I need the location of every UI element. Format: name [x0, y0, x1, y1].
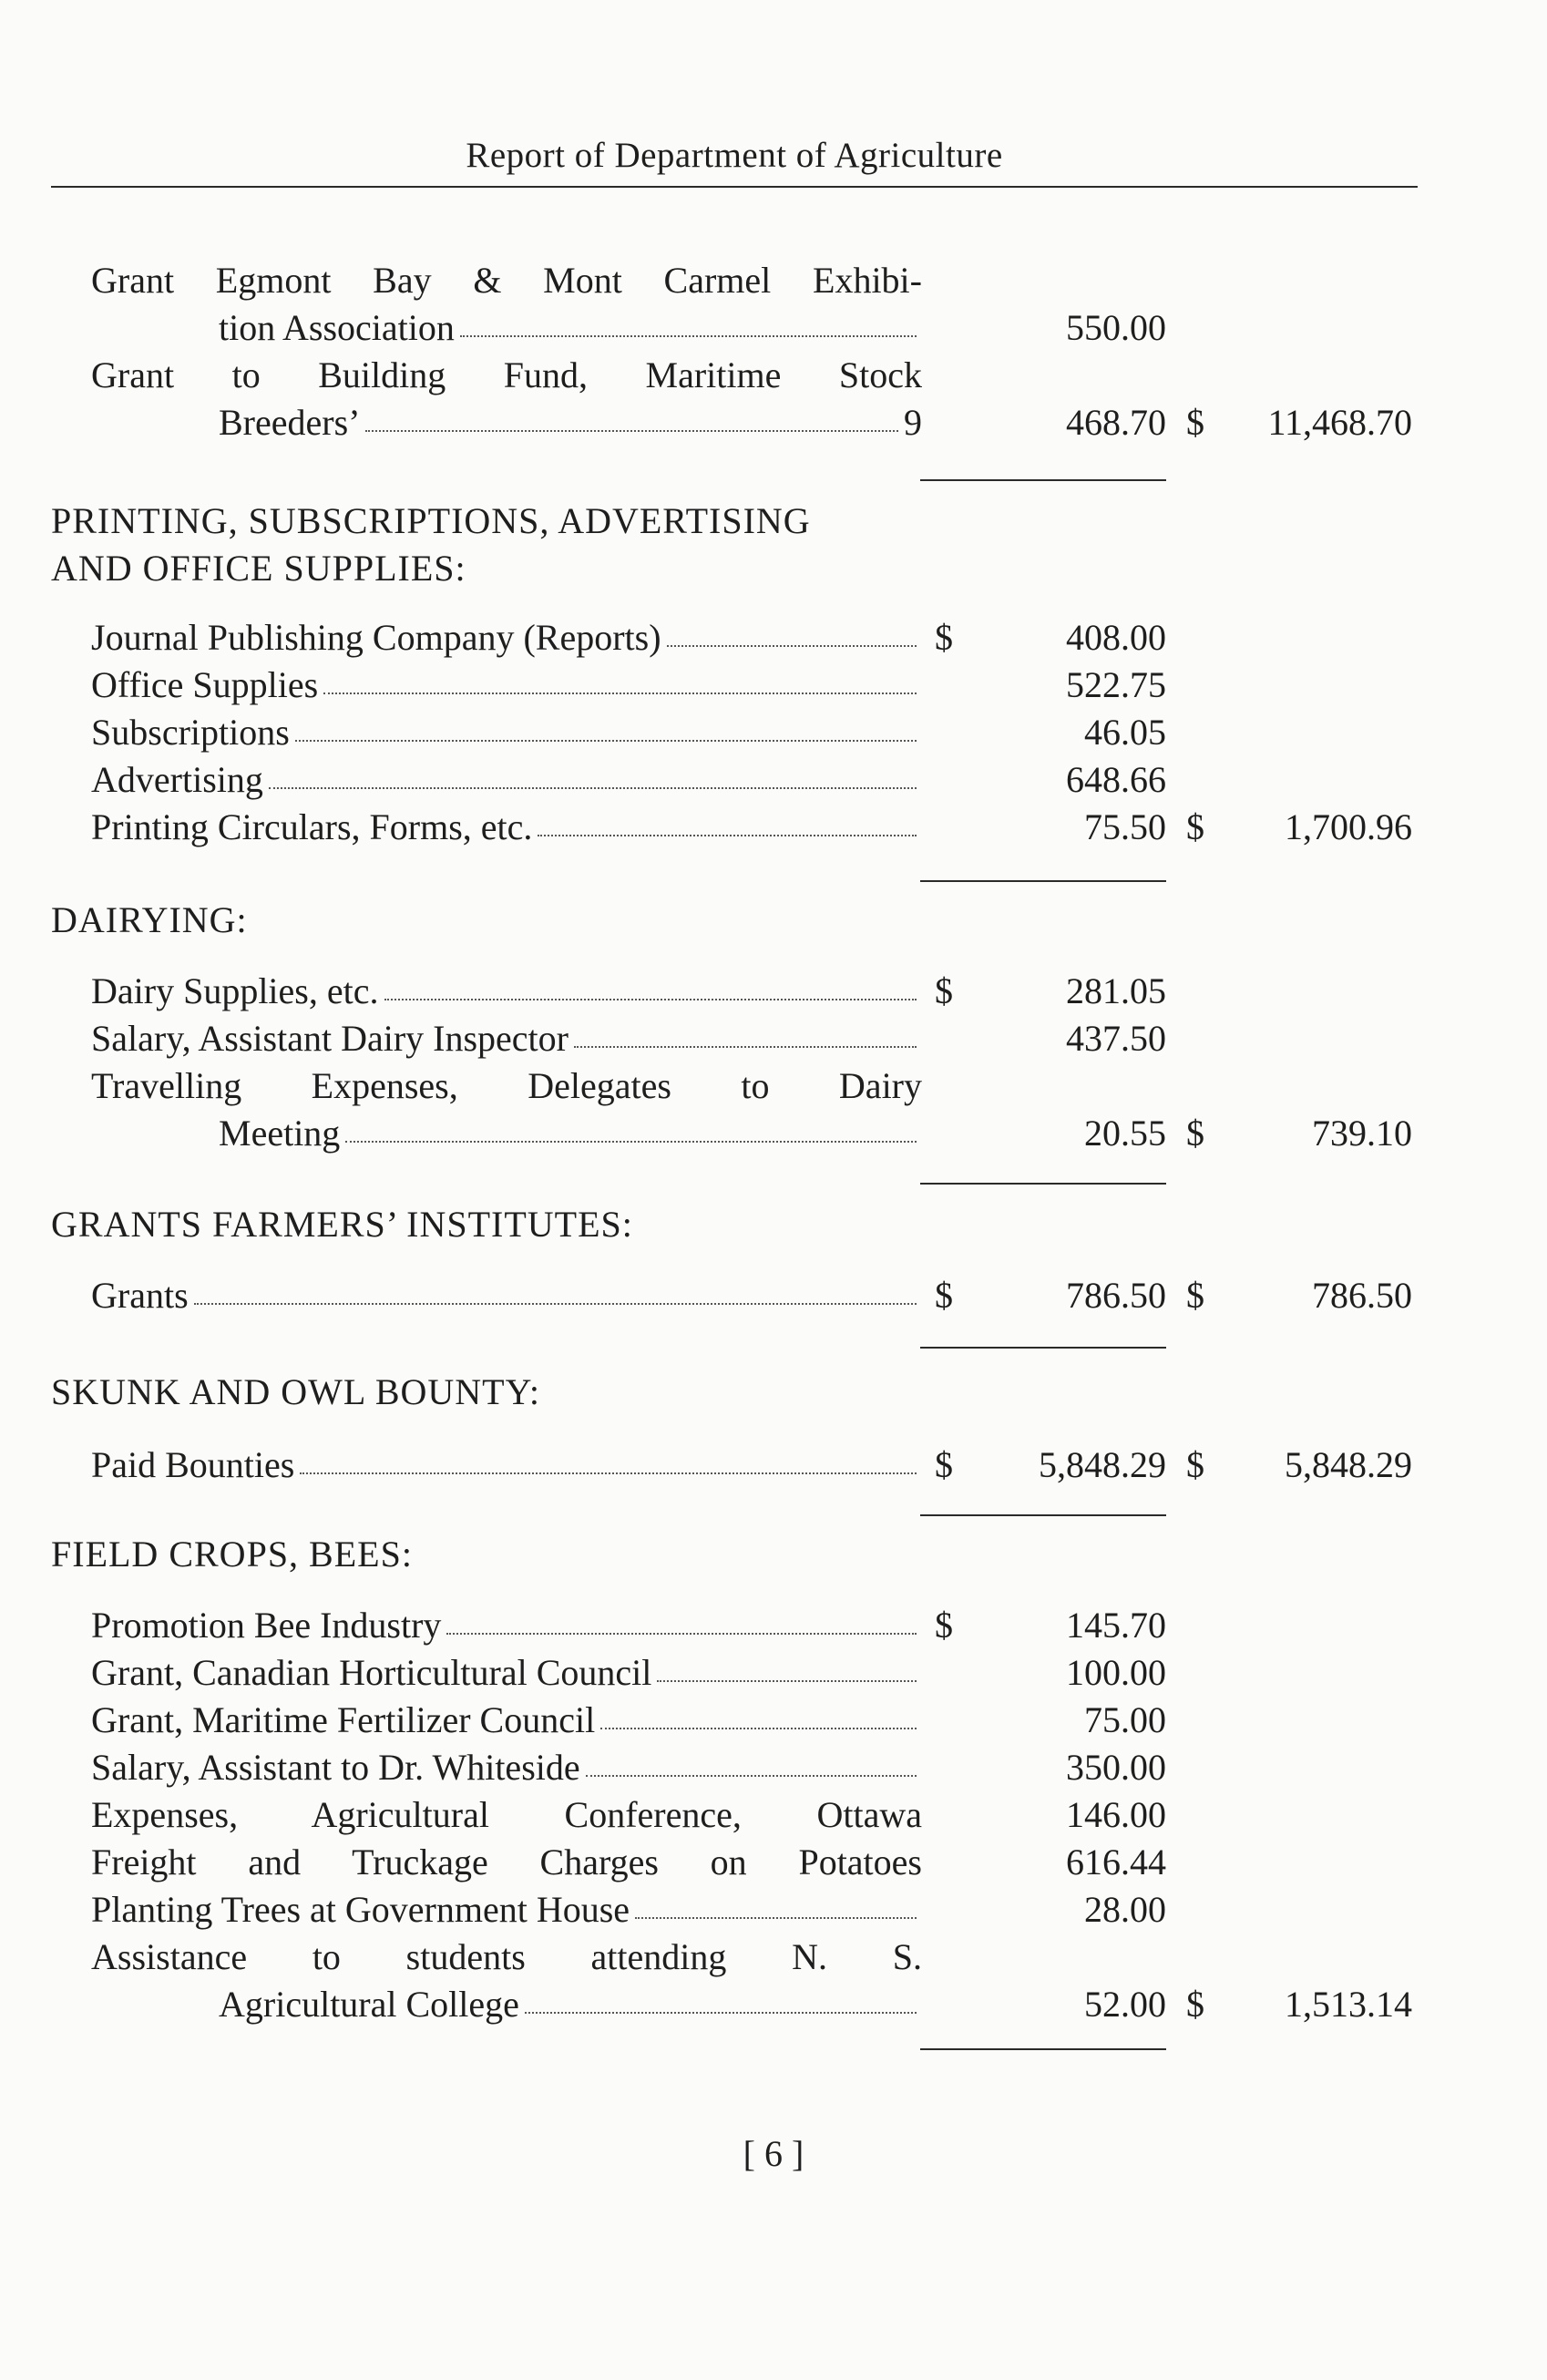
dollar-sign: $: [935, 1275, 953, 1316]
dot-leader: [657, 1649, 917, 1682]
entry-amount: 46.05: [1084, 712, 1166, 753]
entry-amount: 28.00: [1084, 1889, 1166, 1930]
entry-amount: 52.00: [1084, 1984, 1166, 2025]
leader-note: 9: [904, 402, 922, 443]
entry-label: Meeting: [219, 1113, 341, 1154]
entry-amount: 408.00: [1066, 617, 1166, 658]
total-dollar-sign: $: [1186, 1444, 1204, 1485]
dollar-sign: $: [935, 1605, 953, 1646]
total-dollar-sign: $: [1186, 1275, 1204, 1316]
total-dollar-sign: $: [1186, 1113, 1204, 1154]
entry-label: Grant, Canadian Horticultural Council: [91, 1652, 652, 1693]
section-total: 5,848.29: [1285, 1444, 1412, 1485]
section-title: FIELD CROPS, BEES:: [51, 1534, 413, 1575]
section-total: 786.50: [1312, 1275, 1412, 1316]
section-title: GRANTS FARMERS’ INSTITUTES:: [51, 1204, 633, 1245]
entry-amount: 75.00: [1084, 1699, 1166, 1740]
entry-amount: 100.00: [1066, 1652, 1166, 1693]
entry-amount: 146.00: [1066, 1794, 1166, 1835]
subtotal-rule: [920, 880, 1166, 882]
entry-label: Planting Trees at Government House: [91, 1889, 630, 1930]
entry-amount: 5,848.29: [1039, 1444, 1166, 1485]
entry-amount: 350.00: [1066, 1747, 1166, 1788]
entry-amount: 550.00: [1066, 307, 1166, 348]
entry-label: Salary, Assistant Dairy Inspector: [91, 1018, 569, 1059]
entry-amount: 522.75: [1066, 664, 1166, 705]
dollar-sign: $: [935, 617, 953, 658]
entry-label-line: Freight and Truckage Charges on Potatoes: [91, 1841, 922, 1882]
section-total: 11,468.70: [1267, 402, 1412, 443]
total-dollar-sign: $: [1186, 1984, 1204, 2025]
entry-amount: 468.70: [1066, 402, 1166, 443]
dot-leader: [295, 709, 917, 742]
dot-leader: [345, 1110, 917, 1143]
subtotal-rule: [920, 2048, 1166, 2050]
entry-label: Dairy Supplies, etc.: [91, 970, 379, 1011]
dollar-sign: $: [935, 1444, 953, 1485]
dot-leader: [269, 756, 917, 789]
entry-amount: 437.50: [1066, 1018, 1166, 1059]
section-total: 1,700.96: [1285, 806, 1412, 847]
entry-amount: 75.50: [1084, 806, 1166, 847]
entry-label: Printing Circulars, Forms, etc.: [91, 806, 533, 847]
entry-label: Subscriptions: [91, 712, 290, 753]
dot-leader: [300, 1441, 917, 1474]
subtotal-rule: [920, 1514, 1166, 1516]
entry-label: Advertising: [91, 759, 263, 800]
dot-leader: [538, 804, 917, 836]
section-title: PRINTING, SUBSCRIPTIONS, ADVERTISING: [51, 500, 811, 541]
dollar-sign: $: [935, 970, 953, 1011]
dot-leader: [365, 399, 898, 432]
entry-amount: 145.70: [1066, 1605, 1166, 1646]
dot-leader: [600, 1697, 917, 1729]
entry-amount: 648.66: [1066, 759, 1166, 800]
entry-amount: 281.05: [1066, 970, 1166, 1011]
entry-label: Salary, Assistant to Dr. Whiteside: [91, 1747, 580, 1788]
entry-label-line: Travelling Expenses, Delegates to Dairy: [91, 1065, 922, 1106]
entry-amount: 616.44: [1066, 1841, 1166, 1882]
section-total: 1,513.14: [1285, 1984, 1412, 2025]
entry-label: Grants: [91, 1275, 189, 1316]
dot-leader: [635, 1886, 917, 1919]
entry-label-line: Assistance to students attending N. S.: [91, 1936, 922, 1977]
section-title: DAIRYING:: [51, 899, 248, 940]
dot-leader: [446, 1602, 917, 1635]
dot-leader: [525, 1981, 917, 2014]
section-title: SKUNK AND OWL BOUNTY:: [51, 1371, 540, 1412]
entry-label: Journal Publishing Company (Reports): [91, 617, 661, 658]
entry-label: Paid Bounties: [91, 1444, 295, 1485]
dot-leader: [384, 968, 917, 1000]
entry-label-line: Grant Egmont Bay & Mont Carmel Exhibi-: [91, 260, 922, 301]
total-dollar-sign: $: [1186, 806, 1204, 847]
dot-leader: [586, 1744, 917, 1777]
page-number: [ 6 ]: [743, 2133, 804, 2174]
entry-label: Grant, Maritime Fertilizer Council: [91, 1699, 596, 1740]
subtotal-rule: [920, 1347, 1166, 1349]
total-dollar-sign: $: [1186, 402, 1204, 443]
dot-leader: [460, 304, 917, 337]
entry-label: tion Association: [219, 307, 455, 348]
entry-label: Agricultural College: [219, 1984, 519, 2025]
header-rule: [51, 186, 1418, 188]
entry-amount: 20.55: [1084, 1113, 1166, 1154]
section-title-continued: AND OFFICE SUPPLIES:: [51, 548, 466, 589]
entry-label: Promotion Bee Industry: [91, 1605, 442, 1646]
subtotal-rule: [920, 1183, 1166, 1185]
entry-amount: 786.50: [1066, 1275, 1166, 1316]
entry-label: Breeders’: [219, 402, 361, 443]
entry-label-line: Expenses, Agricultural Conference, Ottawa: [91, 1794, 922, 1835]
dot-leader: [323, 662, 917, 694]
entry-label-line: Grant to Building Fund, Maritime Stock: [91, 354, 922, 395]
section-total: 739.10: [1312, 1113, 1412, 1154]
running-head: Report of Department of Agriculture: [466, 136, 1003, 175]
dot-leader: [574, 1015, 917, 1048]
dot-leader: [667, 614, 917, 647]
dot-leader: [194, 1272, 917, 1305]
entry-label: Office Supplies: [91, 664, 319, 705]
subtotal-rule: [920, 479, 1166, 481]
